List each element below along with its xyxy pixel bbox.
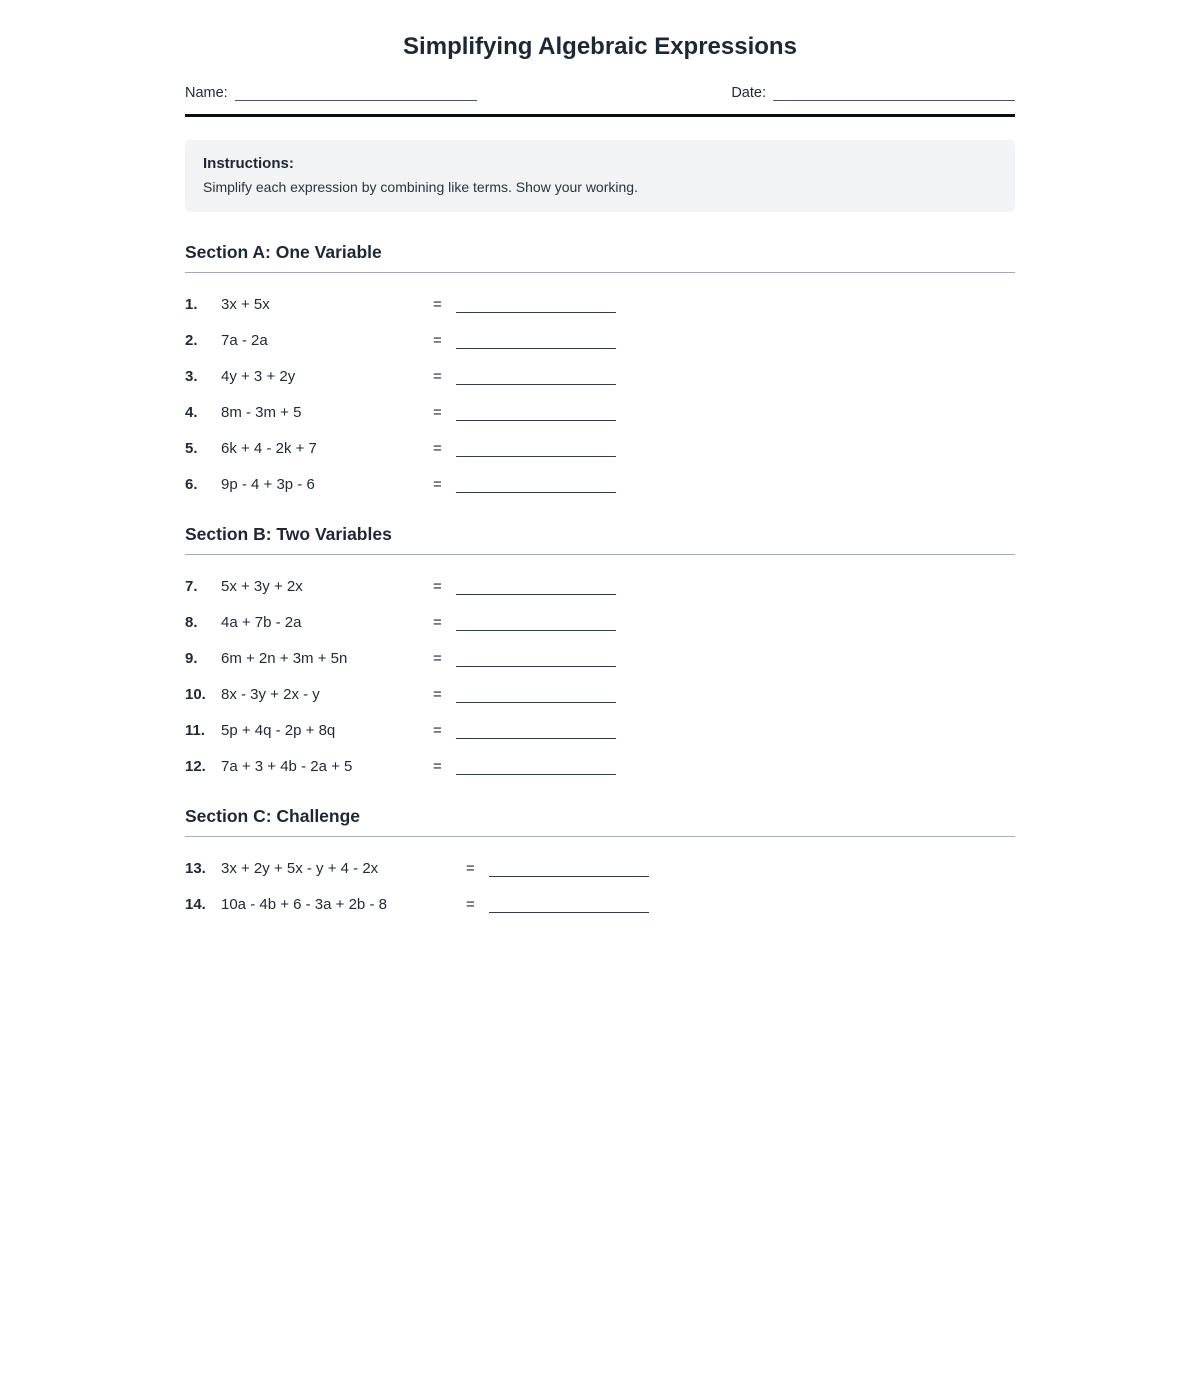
name-date-header <box>185 85 1015 117</box>
answer-blank-line[interactable] <box>456 492 616 493</box>
answer-blank-line[interactable] <box>456 666 616 667</box>
problem-expression: 3x + 2y + 5x - y + 4 - 2x <box>221 860 379 877</box>
section-a-heading: Section A: One Variable <box>185 242 1015 273</box>
equals-sign: = <box>433 368 442 385</box>
name-blank-line[interactable] <box>235 100 477 101</box>
equals-sign: = <box>433 440 442 457</box>
problem-expression: 4y + 3 + 2y <box>221 368 296 385</box>
answer-blank-line[interactable] <box>456 348 616 349</box>
page-title: Simplifying Algebraic Expressions <box>403 33 797 60</box>
equals-sign: = <box>433 296 442 313</box>
problem-number: 9. <box>185 650 198 667</box>
answer-blank-line[interactable] <box>456 774 616 775</box>
answer-blank-line[interactable] <box>456 702 616 703</box>
equals-sign: = <box>433 614 442 631</box>
instructions-heading: Instructions: <box>203 155 294 172</box>
date-label: Date: <box>731 85 766 101</box>
name-field-group <box>185 85 477 101</box>
problem-row <box>185 860 1015 878</box>
problem-number: 8. <box>185 614 198 631</box>
equals-sign: = <box>433 686 442 703</box>
problem-expression: 5p + 4q - 2p + 8q <box>221 722 336 739</box>
answer-blank-line[interactable] <box>456 738 616 739</box>
equals-sign: = <box>433 404 442 421</box>
equals-sign: = <box>433 578 442 595</box>
problem-row <box>185 578 1015 596</box>
problem-row <box>185 686 1015 704</box>
answer-blank-line[interactable] <box>456 420 616 421</box>
problem-row <box>185 476 1015 494</box>
answer-blank-line[interactable] <box>456 594 616 595</box>
problem-expression: 7a + 3 + 4b - 2a + 5 <box>221 758 353 775</box>
problem-expression: 10a - 4b + 6 - 3a + 2b - 8 <box>221 896 387 913</box>
section-a <box>185 242 1015 494</box>
equals-sign: = <box>466 896 475 913</box>
problem-expression: 8x - 3y + 2x - y <box>221 686 320 703</box>
problem-number: 11. <box>185 722 206 739</box>
equals-sign: = <box>433 650 442 667</box>
problem-expression: 9p - 4 + 3p - 6 <box>221 476 315 493</box>
problem-row <box>185 896 1015 914</box>
answer-blank-line[interactable] <box>456 630 616 631</box>
problem-expression: 6k + 4 - 2k + 7 <box>221 440 317 457</box>
section-b <box>185 524 1015 776</box>
problem-row <box>185 440 1015 458</box>
problem-row <box>185 404 1015 422</box>
problem-row <box>185 296 1015 314</box>
problem-number: 7. <box>185 578 198 595</box>
answer-blank-line[interactable] <box>456 312 616 313</box>
problem-number: 6. <box>185 476 198 493</box>
answer-blank-line[interactable] <box>456 384 616 385</box>
problem-expression: 4a + 7b - 2a <box>221 614 302 631</box>
equals-sign: = <box>466 860 475 877</box>
problem-expression: 7a - 2a <box>221 332 268 349</box>
problem-expression: 8m - 3m + 5 <box>221 404 302 421</box>
problem-row <box>185 758 1015 776</box>
equals-sign: = <box>433 332 442 349</box>
problem-expression: 3x + 5x <box>221 296 270 313</box>
worksheet-page <box>185 0 1015 914</box>
problem-expression: 6m + 2n + 3m + 5n <box>221 650 348 667</box>
problem-row <box>185 650 1015 668</box>
problem-number: 4. <box>185 404 198 421</box>
instructions-box <box>185 140 1015 212</box>
section-b-heading: Section B: Two Variables <box>185 524 1015 555</box>
problem-number: 10. <box>185 686 206 703</box>
section-c-heading: Section C: Challenge <box>185 806 1015 837</box>
problem-row <box>185 722 1015 740</box>
problem-number: 13. <box>185 860 206 877</box>
problem-expression: 5x + 3y + 2x <box>221 578 303 595</box>
equals-sign: = <box>433 476 442 493</box>
instructions-body: Simplify each expression by combining like terms. Show your working. <box>203 179 638 195</box>
equals-sign: = <box>433 722 442 739</box>
problem-row <box>185 368 1015 386</box>
problem-number: 14. <box>185 896 206 913</box>
problem-number: 5. <box>185 440 198 457</box>
answer-blank-line[interactable] <box>489 912 649 913</box>
date-field-group <box>731 85 1015 101</box>
equals-sign: = <box>433 758 442 775</box>
answer-blank-line[interactable] <box>456 456 616 457</box>
problem-number: 2. <box>185 332 198 349</box>
date-blank-line[interactable] <box>773 100 1015 101</box>
problem-number: 3. <box>185 368 198 385</box>
problem-number: 12. <box>185 758 206 775</box>
answer-blank-line[interactable] <box>489 876 649 877</box>
name-label: Name: <box>185 85 228 101</box>
section-c <box>185 806 1015 914</box>
problem-number: 1. <box>185 296 198 313</box>
problem-row <box>185 332 1015 350</box>
problem-row <box>185 614 1015 632</box>
